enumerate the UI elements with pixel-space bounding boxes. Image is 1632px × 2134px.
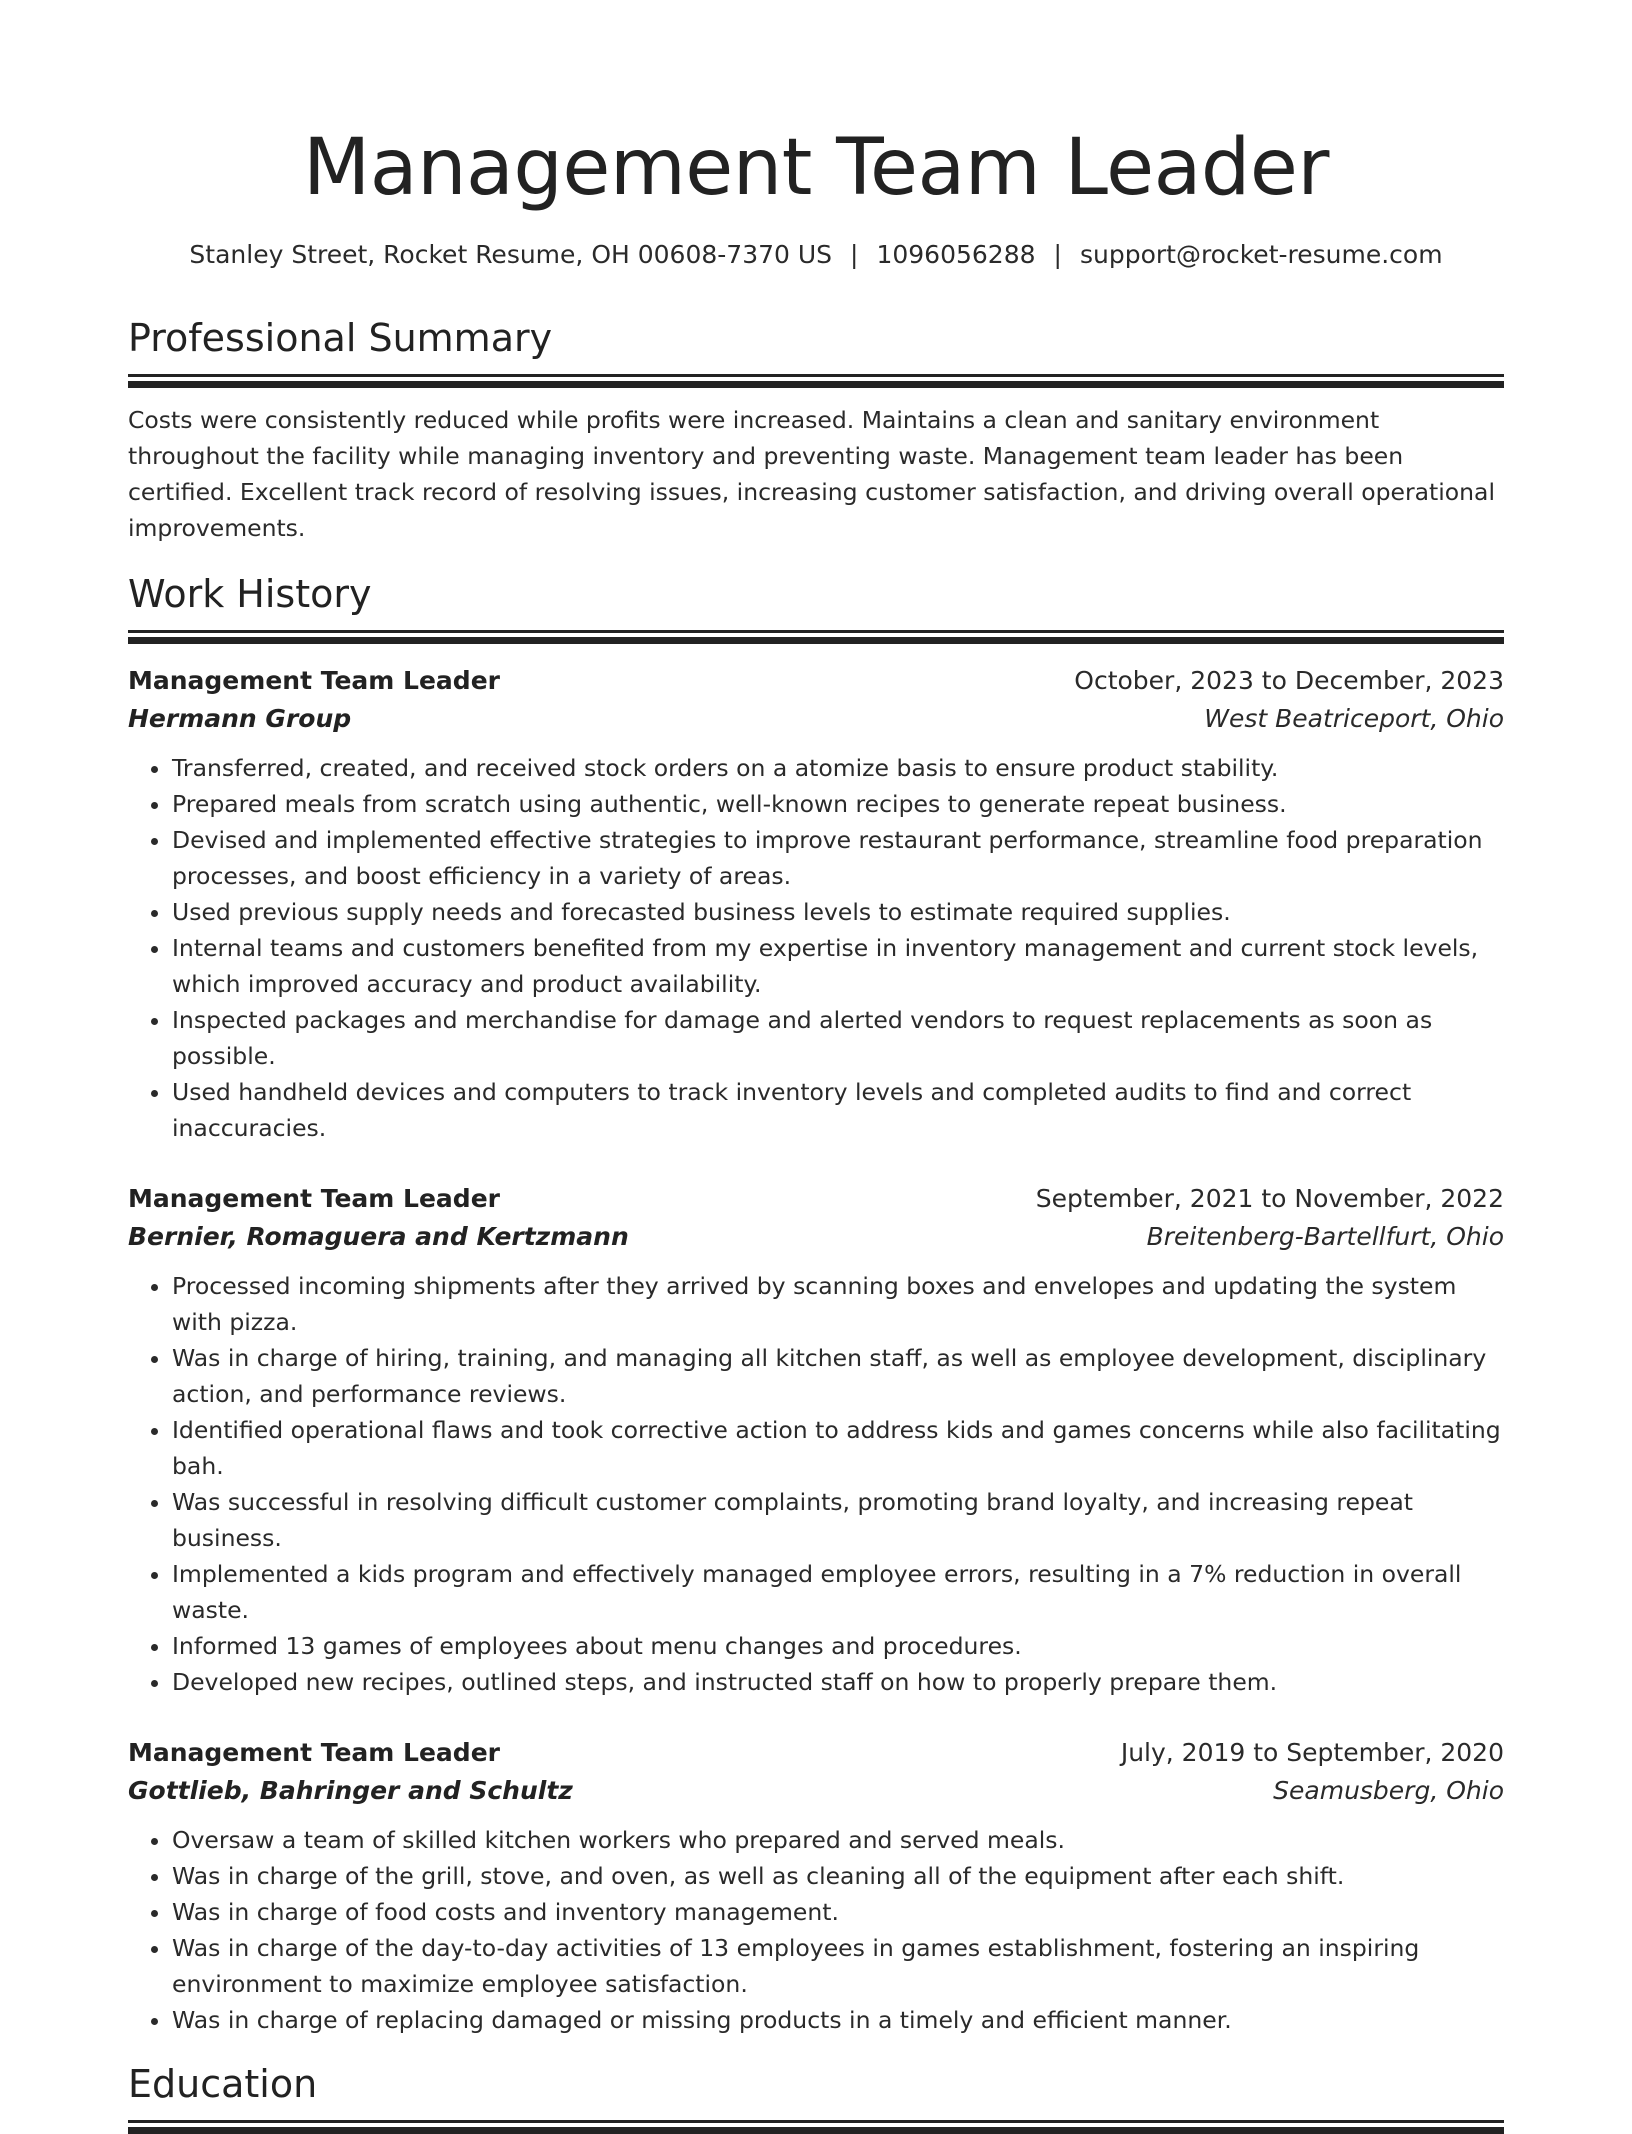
job-entry: [128, 1734, 1504, 2038]
contact-line: [128, 238, 1504, 272]
summary-text: Costs were consistently reduced while profits were increased. Maintains a clean and sanitary environment throughout the facility while managing inventory and preventing waste. Management team leader has been certified. Excellent track record of resolving issues, increasing customer satisfaction, and driving overall operational improvements.: [128, 406, 1495, 542]
contact-email: support@rocket-resume.com: [1079, 240, 1443, 269]
job-bullet: • Was successful in resolving difficult customer complaints, promoting brand loyalty, and increasing repeat business.: [172, 1484, 1504, 1556]
job-title: Management Team Leader: [128, 1737, 500, 1767]
job-bullet: • Identified operational flaws and took corrective action to address kids and games concerns while also facilitating bah.: [172, 1412, 1504, 1484]
section-divider: [128, 2120, 1504, 2134]
job-entry: [128, 1180, 1504, 1700]
section-divider: [128, 630, 1504, 644]
job-bullet-list: [128, 1822, 1504, 2038]
job-bullet: • Developed new recipes, outlined steps, and instructed staff on how to properly prepare them.: [172, 1664, 1504, 1700]
job-dates: October, 2023 to December, 2023: [1074, 665, 1504, 695]
job-company: Bernier, Romaguera and Kertzmann: [128, 1221, 629, 1251]
job-bullet: • Was in charge of food costs and inventory management.: [172, 1894, 1504, 1930]
job-bullet: • Internal teams and customers benefited from my expertise in inventory management and current stock levels, which improved accuracy and product availability.: [172, 930, 1504, 1002]
resume-title: Management Team Leader: [302, 123, 1329, 213]
job-title: Management Team Leader: [128, 665, 500, 695]
job-bullet: • Used previous supply needs and forecasted business levels to estimate required supplies.: [172, 894, 1504, 930]
job-list: [128, 662, 1504, 2038]
job-bullet: • Transferred, created, and received stock orders on a atomize basis to ensure product stability.: [172, 750, 1504, 786]
job-dates: July, 2019 to September, 2020: [1120, 1737, 1504, 1767]
job-bullet: • Implemented a kids program and effectively managed employee errors, resulting in a 7% reduction in overall waste.: [172, 1556, 1504, 1628]
job-company-row: [128, 1772, 1504, 1810]
job-entry: [128, 662, 1504, 1146]
job-bullet: • Processed incoming shipments after they arrived by scanning boxes and envelopes and updating the system with pizza.: [172, 1268, 1504, 1340]
job-location: Breitenberg-Bartellfurt, Ohio: [1146, 1221, 1504, 1251]
section-divider: [128, 374, 1504, 388]
job-bullet: • Inspected packages and merchandise for damage and alerted vendors to request replacements as soon as possible.: [172, 1002, 1504, 1074]
contact-phone: 1096056288: [876, 240, 1036, 269]
job-bullet: • Was in charge of the grill, stove, and oven, as well as cleaning all of the equipment after each shift.: [172, 1858, 1504, 1894]
job-bullet: • Informed 13 games of employees about menu changes and procedures.: [172, 1628, 1504, 1664]
contact-separator: |: [1053, 240, 1062, 269]
job-bullet-list: [128, 750, 1504, 1146]
job-bullet: • Was in charge of hiring, training, and managing all kitchen staff, as well as employee development, disciplinary action, and performance reviews.: [172, 1340, 1504, 1412]
job-company: Hermann Group: [128, 703, 352, 733]
job-dates: September, 2021 to November, 2022: [1035, 1183, 1504, 1213]
job-header-row: [128, 1180, 1504, 1218]
job-bullet: • Oversaw a team of skilled kitchen workers who prepared and served meals.: [172, 1822, 1504, 1858]
contact-address: Stanley Street, Rocket Resume, OH 00608-7370 US: [189, 240, 833, 269]
job-bullet: • Was in charge of replacing damaged or missing products in a timely and efficient manner.: [172, 2002, 1504, 2038]
job-location: Seamusberg, Ohio: [1273, 1775, 1504, 1805]
job-company: Gottlieb, Bahringer and Schultz: [128, 1775, 573, 1805]
job-header-row: [128, 1734, 1504, 1772]
job-bullet: • Prepared meals from scratch using authentic, well-known recipes to generate repeat business.: [172, 786, 1504, 822]
section-heading-summary: Professional Summary: [128, 316, 553, 360]
job-header-row: [128, 662, 1504, 700]
section-heading-education: Education: [128, 2061, 318, 2106]
contact-separator: |: [850, 240, 859, 269]
job-bullet: • Devised and implemented effective strategies to improve restaurant performance, streamline food preparation processes, and boost efficiency in a variety of areas.: [172, 822, 1504, 894]
job-company-row: [128, 700, 1504, 738]
job-location: West Beatriceport, Ohio: [1204, 703, 1504, 733]
job-bullet-list: [128, 1268, 1504, 1700]
job-title: Management Team Leader: [128, 1183, 500, 1213]
job-company-row: [128, 1218, 1504, 1256]
job-bullet: • Used handheld devices and computers to track inventory levels and completed audits to find and correct inaccuracies.: [172, 1074, 1504, 1146]
job-bullet: • Was in charge of the day-to-day activities of 13 employees in games establishment, fostering an inspiring environment to maximize employee satisfaction.: [172, 1930, 1504, 2002]
section-heading-work-history: Work History: [128, 571, 372, 616]
